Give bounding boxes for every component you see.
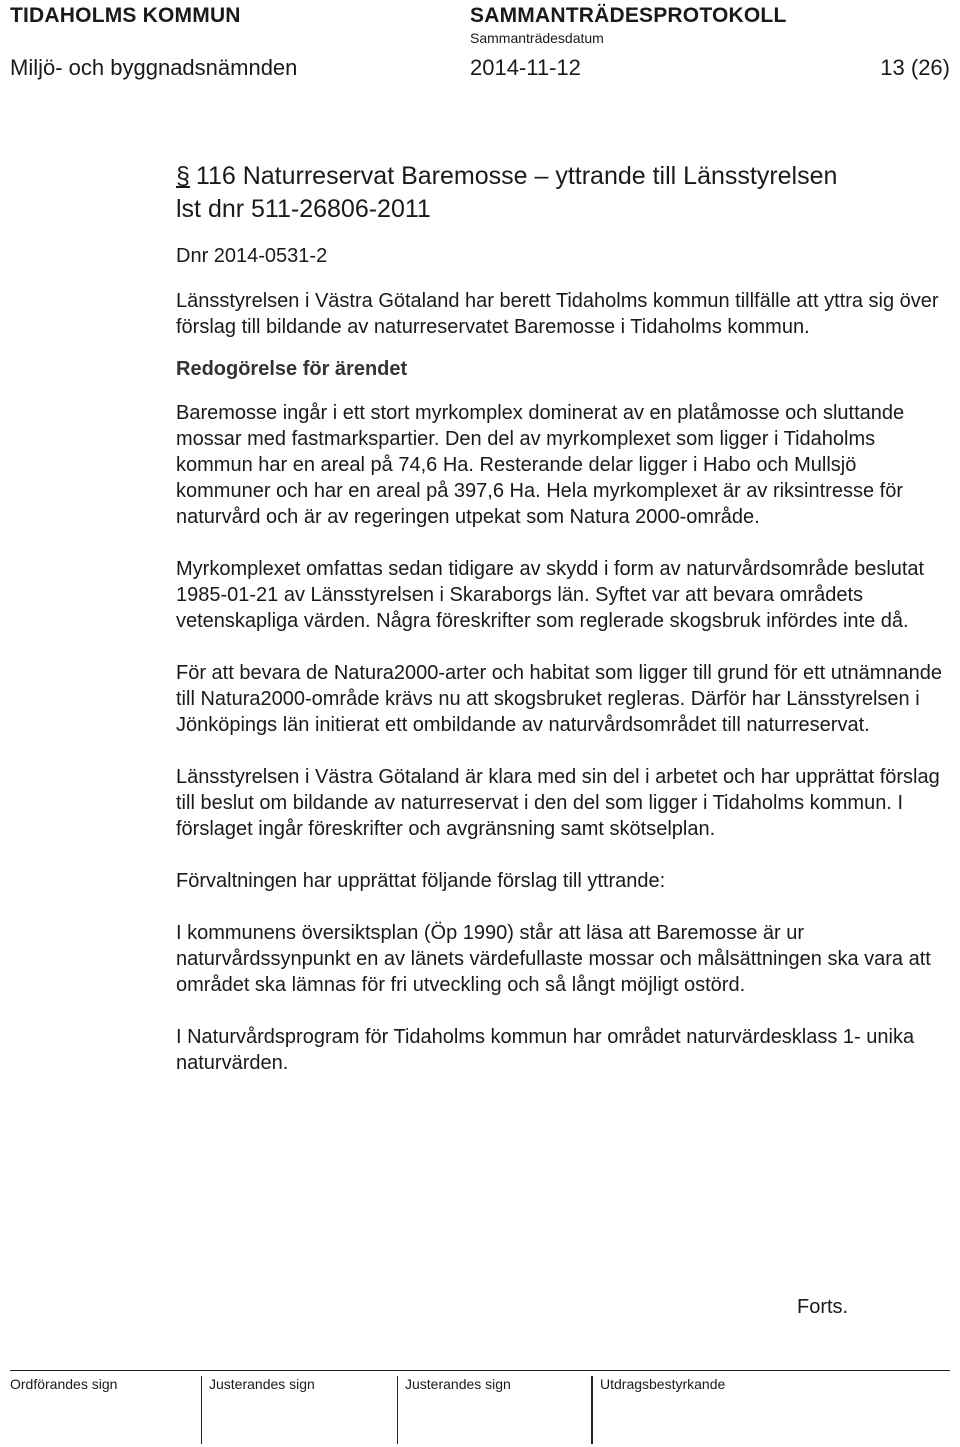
footer-rule: [10, 1370, 950, 1371]
document-body: [176, 160, 946, 1076]
body-paragraph-4: Länsstyrelsen i Västra Götaland är klara med sin del i arbetet och har upprättat förslag till beslut om bildande av naturreservat i den del som ligger i Tidaholms kommun. I förslaget ingår föreskrifter och avgränsning samt skötselplan.: [176, 766, 940, 840]
signature-adjuster-1: Justerandes sign: [209, 1376, 315, 1392]
board-name: Miljö- och byggnadsnämnden: [10, 55, 298, 80]
meeting-date: 2014-11-12: [470, 55, 581, 80]
body-paragraph-2: Myrkomplexet omfattas sedan tidigare av skydd i form av naturvårdsområde beslutat 1985-01-21 av Länsstyrelsen i Skaraborgs län. Syftet var att bevara områdets vetenskapliga värden. Några föreskrifter som reglerade skogsbruk infördes inte då.: [176, 558, 925, 632]
body-paragraph-3: För att bevara de Natura2000-arter och habitat som ligger till grund för ett utnämnande till Natura2000-område krävs nu att skogsbruket regleras. Därför har Länsstyrelsen i Jönköpings län initierat ett ombildande av naturvårdsområdet till naturreservat.: [176, 662, 942, 736]
signature-chair: Ordförandes sign: [10, 1376, 118, 1392]
date-label: Sammanträdesdatum: [470, 30, 604, 46]
signature-adjuster-2: Justerandes sign: [405, 1376, 511, 1392]
intro-paragraph: Länsstyrelsen i Västra Götaland har berett Tidaholms kommun tillfälle att yttra sig över förslag till bildande av naturreservatet Baremosse i Tidaholms kommun.: [176, 290, 939, 338]
item-heading: [176, 160, 946, 226]
body-paragraph-6: I kommunens översiktsplan (Öp 1990) står att läsa att Baremosse är ur naturvårdssynpunkt en av länets värdefullaste mossar och målsättningen ska vara att området ska lämnas för fri utveckling och så långt möjligt ostörd.: [176, 922, 931, 996]
body-paragraph-5: Förvaltningen har upprättat följande förslag till yttrande:: [176, 870, 666, 892]
body-paragraph-1: Baremosse ingår i ett stort myrkomplex dominerat av en platåmosse och sluttande mossar med fastmarkspartier. Den del av myrkomplexet som ligger i Tidaholms kommun har en areal på 74,6 Ha. Resterande delar ligger i Habo och Mullsjö kommuner och har en areal på 397,6 Ha. Hela myrkomplexet är av riksintresse för naturvård och är av regeringen utpekat som Natura 2000-område.: [176, 402, 905, 528]
section-subheading: Redogörelse för ärendet: [176, 358, 408, 380]
signature-certification: Utdragsbestyrkande: [600, 1376, 726, 1392]
heading-line-1: 116 Naturreservat Baremosse – yttrande till Länsstyrelsen: [195, 162, 838, 190]
paragraph-sign: §: [176, 162, 190, 190]
signature-box-divider: [591, 1376, 593, 1444]
protocol-title: SAMMANTRÄDESPROTOKOLL: [470, 4, 787, 27]
page-number: 13 (26): [880, 55, 950, 80]
municipality-name: TIDAHOLMS KOMMUN: [10, 4, 241, 27]
diary-number: Dnr 2014-0531-2: [176, 245, 328, 267]
body-paragraph-7: I Naturvårdsprogram för Tidaholms kommun har området naturvärdesklass 1- unika naturvärden.: [176, 1026, 915, 1074]
continued-marker: Forts.: [797, 1296, 849, 1318]
heading-line-2: lst dnr 511-26806-2011: [176, 195, 431, 223]
